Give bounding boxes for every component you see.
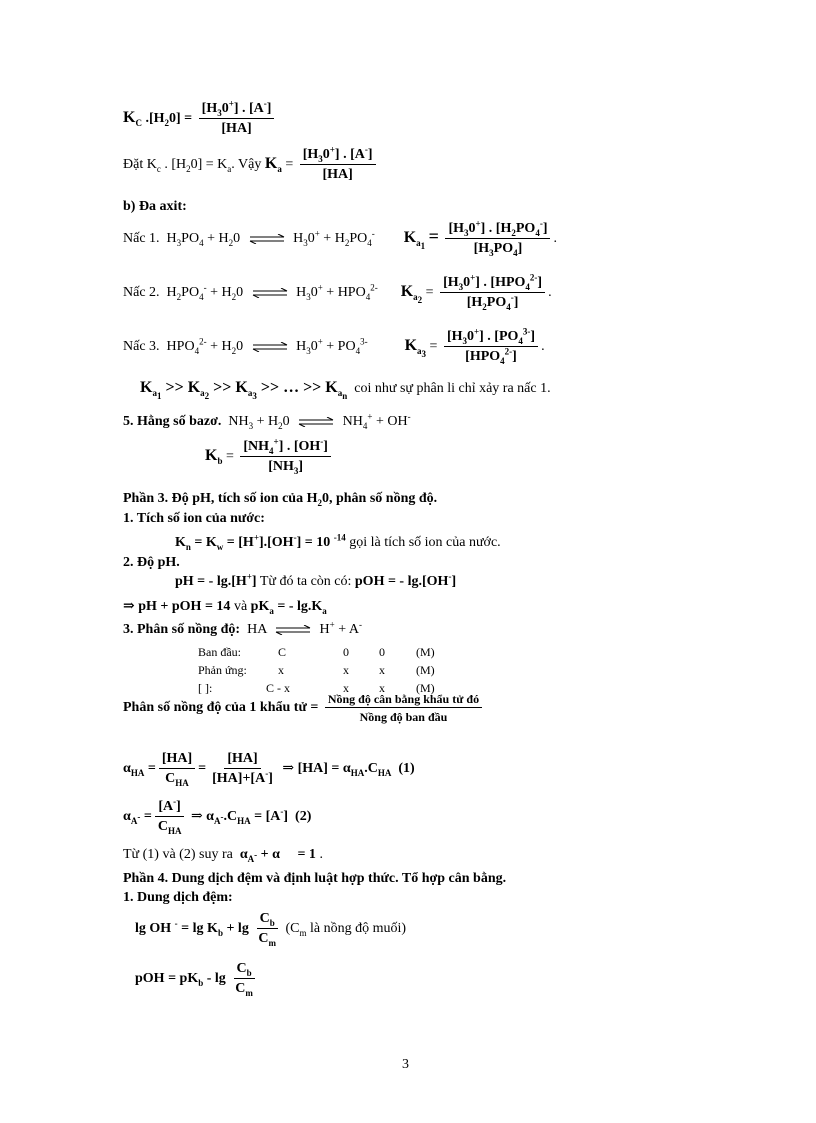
equilibrium-arrow-icon [297, 417, 335, 427]
step-2: Nấc 2. $H_2PO_4^- + H_20$ $H_30^+ + HPO_4^{2-}$ $K_{a_2}$ = $\frac{[H_30^+] . [HPO_4^{2-}]}{[H_2PO_4^-]}$ . [123, 272, 552, 312]
equilibrium-arrow-icon [248, 234, 286, 244]
buffer-eq-1: lg OH $^- = \lg K_b + \lg$ $\frac{C_b}{C_m}$ ($C_m$ là nồng độ muối) [135, 911, 407, 948]
buffer-heading: 1. Dung dịch đệm: [123, 890, 233, 905]
part-4-heading: Phần 4. Dung dịch đệm và định luật hợp thức. Tổ hợp cân bằng. [123, 871, 507, 886]
row-initial: Ban đầu: C 0 0 (M) [198, 645, 435, 659]
page-number: 3 [402, 1057, 409, 1072]
polyacid-heading: b) Đa axit: [123, 199, 187, 214]
ion-product-eq: $K_n = K_w = [H^+].[OH^-] = 10$ $^{-14}$ gọi là tích số ion của nước. [175, 532, 501, 552]
base-constant: 5. Hằng số bazơ. $NH_3 + H_20$ $NH_4^+ + OH^-$ [123, 411, 411, 431]
step-1: Nấc 1. $H_3PO_4 + H_20$ $H_30^+ + H_2PO_4^-$ $K_{a_1}$ = $\frac{[H_30^+] . [H_2PO_4^-]}{[H_3PO_4]}$ . [123, 218, 557, 258]
ph-eq: pH = - lg.[H+] Từ đó ta còn có: pOH = - lg.[OH-] [175, 571, 457, 589]
ph-heading: 2. Độ pH. [123, 555, 180, 570]
ph-sum: ⇒ pH + pOH = 14 và $pK_a$ = - $\lg.K_a$ [123, 599, 327, 616]
equilibrium-arrow-icon [251, 342, 289, 352]
alpha-a-eq: $\alpha_{A^-}$ = $\frac{[A^-]}{C_{HA}}$ ⇒ $\alpha_{A^-}.C_{HA} = [A^-]$ (2) [123, 796, 312, 836]
equilibrium-arrow-icon [274, 625, 312, 635]
kc-equation: $K_C$ $.[H_20]$ = $\frac{[H_30^+] . [A^-]}{[HA]}$ [123, 102, 277, 136]
ka-definition: Đặt $K_c$ . $[H_20] = K_a$. Vậy $K_a$ = $\frac{[H_30^+] . [A^-]}{[HA]}$ [123, 148, 379, 182]
row-reaction: Phản ứng: x x x (M) [198, 663, 435, 677]
part-3-heading: Phần 3. Độ pH, tích số ion của $H_20$, phân số nồng độ. [123, 491, 438, 508]
ion-product-heading: 1. Tích số ion của nước: [123, 511, 265, 526]
step-3: Nấc 3. $HPO_4^{2-} + H_20$ $H_30^+ + PO_4^{3-}$ $K_{a_3}$ = $\frac{[H_30^+] . [PO_4^{3-}]}{[HPO_4^{2-}]}$ . [123, 326, 545, 366]
alpha-sum: Từ (1) và (2) suy ra $\alpha_{A^-} + \alpha$ = 1 . [123, 847, 323, 864]
fraction-heading: 3. Phân số nồng độ: HA H+ + A- [123, 619, 362, 637]
alpha-ha-eq: $\alpha_{HA}$ = $\frac{[HA]}{C_{HA}}$ = $\frac{[HA]}{[HA]+[A^-]}$ ⇒ $[HA] = \alpha_{HA}.C_{HA}$ (1) [123, 751, 415, 788]
row-equilibrium: [ ]: C - x x x (M) [198, 681, 435, 695]
mole-fraction-def: Phân số nồng độ của 1 khẩu tử = $\frac{\text{Nồng độ cân bằng khẩu tử đó}}{\text{Nồng độ ban đầu}}$ [123, 693, 485, 723]
ka-comparison: $K_{a_1} >> K_{a_2} >> K_{a_3}$ >> … >> $K_{a_n}$ coi như sự phân li chỉ xảy ra nấc 1. [140, 379, 551, 401]
equilibrium-arrow-icon [251, 288, 289, 298]
buffer-eq-2: pOH = $pK_b$ - lg $\frac{C_b}{C_m}$ [135, 961, 253, 998]
kb-equation: $K_b$ = $\frac{[NH_4^+] . [OH^-]}{[NH_3]}$ [205, 440, 334, 474]
